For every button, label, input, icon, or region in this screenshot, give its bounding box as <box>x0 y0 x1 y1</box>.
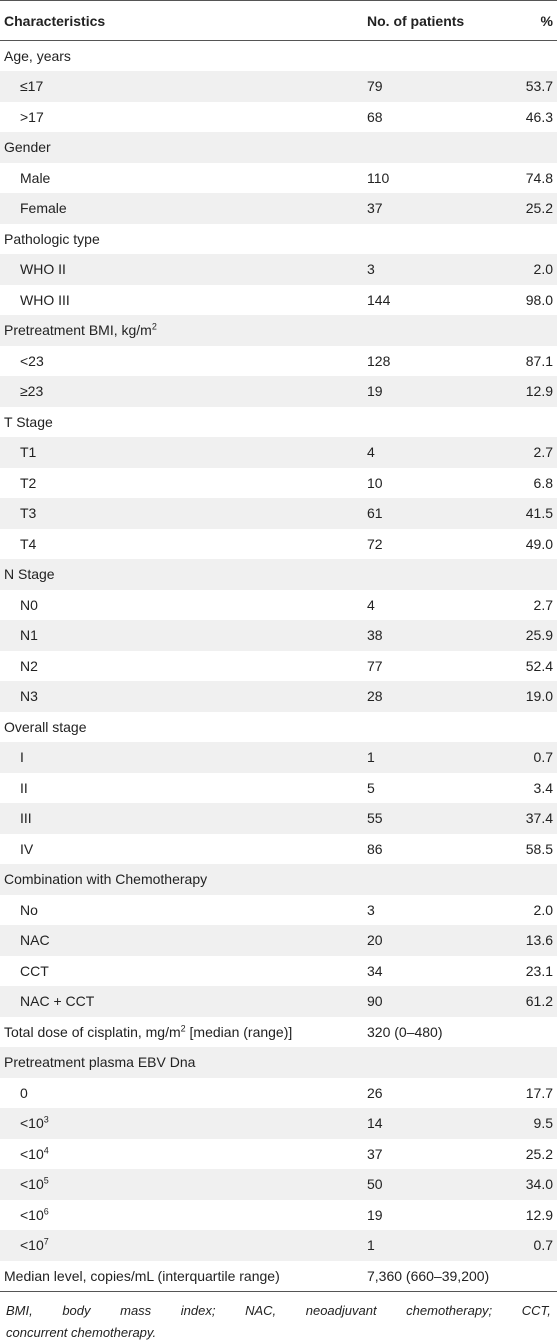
row-percent: 41.5 <box>525 505 553 522</box>
row-percent: 12.9 <box>525 1206 553 1223</box>
row-label <box>0 1200 367 1231</box>
row-label-text: N3 <box>20 688 38 705</box>
row-percent: 12.9 <box>525 383 553 400</box>
row-label <box>0 803 367 834</box>
row-label <box>0 224 367 255</box>
row-percent <box>514 1261 557 1292</box>
row-patients: 7,360 (660–39,200) <box>367 1261 514 1292</box>
row-label-text: <10 <box>20 1115 44 1132</box>
table-footnote <box>0 1292 557 1344</box>
row-percent: 2.0 <box>533 901 553 918</box>
row-patients: 86 <box>367 840 383 857</box>
header-patients: No. of patients <box>367 1 514 41</box>
table-row <box>0 437 557 468</box>
table-row <box>0 254 557 285</box>
row-percent <box>514 559 557 590</box>
table-header-row <box>0 1 557 41</box>
row-percent: 49.0 <box>525 535 553 552</box>
table-row <box>0 986 557 1017</box>
row-patients: 4 <box>367 444 375 461</box>
footnote-word: CCT, <box>521 1302 551 1318</box>
row-percent: 46.3 <box>525 108 553 125</box>
row-patients <box>367 315 514 346</box>
row-percent: 9.5 <box>533 1115 553 1132</box>
footnote-word: chemotherapy; <box>406 1302 493 1318</box>
row-percent: 19.0 <box>525 688 553 705</box>
row-percent: 34.0 <box>525 1176 553 1193</box>
row-patients: 4 <box>367 596 375 613</box>
row-patients: 37 <box>367 1145 383 1162</box>
row-patients: 3 <box>367 901 375 918</box>
row-label-text: <10 <box>20 1237 44 1254</box>
row-label <box>0 1230 367 1261</box>
row-label-text: Overall stage <box>4 718 87 735</box>
row-label <box>0 895 367 926</box>
row-label-text: Male <box>20 169 51 186</box>
row-percent: 17.7 <box>525 1084 553 1101</box>
row-percent: 25.2 <box>525 200 553 217</box>
row-percent <box>514 864 557 895</box>
table-row <box>0 498 557 529</box>
row-percent: 53.7 <box>525 78 553 95</box>
row-patients: 5 <box>367 779 375 796</box>
row-patients: 1 <box>367 749 375 766</box>
row-percent <box>514 41 557 72</box>
row-label-text: N Stage <box>4 566 55 583</box>
row-percent: 23.1 <box>525 962 553 979</box>
row-percent: 25.2 <box>525 1145 553 1162</box>
row-patients: 50 <box>367 1176 383 1193</box>
row-percent: 87.1 <box>525 352 553 369</box>
table-row-category <box>0 1017 557 1048</box>
table-row-category <box>0 407 557 438</box>
footnote-word: NAC, <box>245 1302 277 1318</box>
row-patients: 3 <box>367 261 375 278</box>
row-patients: 68 <box>367 108 383 125</box>
row-percent <box>514 132 557 163</box>
row-percent <box>514 1017 557 1048</box>
row-label-text: Combination with Chemotherapy <box>4 871 208 888</box>
footnote-word: mass <box>120 1302 152 1318</box>
row-label <box>0 346 367 377</box>
row-patients <box>367 224 514 255</box>
row-label-text: N1 <box>20 627 38 644</box>
row-patients: 10 <box>367 474 383 491</box>
footnote-line-1 <box>6 1300 551 1322</box>
row-label <box>0 1108 367 1139</box>
row-percent: 2.7 <box>533 596 553 613</box>
row-label-text: N2 <box>20 657 38 674</box>
row-percent: 52.4 <box>525 657 553 674</box>
row-patients <box>367 41 514 72</box>
row-label <box>0 1169 367 1200</box>
table-row <box>0 590 557 621</box>
row-patients: 128 <box>367 352 391 369</box>
row-patients: 14 <box>367 1115 383 1132</box>
table-row <box>0 956 557 987</box>
row-label-text: Pretreatment BMI, kg/m <box>4 322 152 339</box>
row-label-text: <10 <box>20 1145 44 1162</box>
row-patients: 37 <box>367 200 383 217</box>
row-label <box>0 742 367 773</box>
row-label <box>0 590 367 621</box>
table-row <box>0 925 557 956</box>
table-row <box>0 1108 557 1139</box>
row-label-text: ≤17 <box>20 78 44 95</box>
row-label-text: 0 <box>20 1084 28 1101</box>
row-label <box>0 956 367 987</box>
row-label-superscript: 4 <box>43 1145 49 1156</box>
row-label-text: IV <box>20 840 34 857</box>
row-percent: 3.4 <box>533 779 553 796</box>
row-patients: 1 <box>367 1237 375 1254</box>
footnote-word: index; <box>180 1302 216 1318</box>
row-percent: 25.9 <box>525 627 553 644</box>
row-patients: 77 <box>367 657 383 674</box>
header-characteristics: Characteristics <box>0 1 367 41</box>
row-label <box>0 1047 367 1078</box>
row-label <box>0 285 367 316</box>
row-label-text: Gender <box>4 139 51 156</box>
table-row <box>0 803 557 834</box>
row-label <box>0 681 367 712</box>
row-label-text: WHO III <box>20 291 70 308</box>
row-percent: 74.8 <box>525 169 553 186</box>
row-patients <box>367 712 514 743</box>
table-row-category <box>0 864 557 895</box>
row-patients: 38 <box>367 627 383 644</box>
row-label-text: T2 <box>20 474 37 491</box>
row-label-text: CCT <box>20 962 49 979</box>
table-row <box>0 1078 557 1109</box>
row-patients: 19 <box>367 1206 383 1223</box>
table-row <box>0 1169 557 1200</box>
row-label-text: ≥23 <box>20 383 44 400</box>
row-label <box>0 498 367 529</box>
table-row-category <box>0 224 557 255</box>
row-label-text: NAC <box>20 932 50 949</box>
table-row <box>0 681 557 712</box>
footnote-word: body <box>62 1302 91 1318</box>
table-row <box>0 651 557 682</box>
row-label-text: I <box>20 749 24 766</box>
table-row <box>0 742 557 773</box>
row-label <box>0 437 367 468</box>
table-row-category <box>0 1047 557 1078</box>
table-row <box>0 346 557 377</box>
row-patients: 110 <box>367 169 390 186</box>
row-patients: 79 <box>367 78 383 95</box>
row-patients <box>367 864 514 895</box>
row-label <box>0 254 367 285</box>
row-label <box>0 376 367 407</box>
row-label-text: III <box>20 810 32 827</box>
table-row-category <box>0 41 557 72</box>
table-row <box>0 1139 557 1170</box>
row-percent <box>514 712 557 743</box>
row-percent: 61.2 <box>525 993 553 1010</box>
row-percent: 37.4 <box>525 810 553 827</box>
row-label-text: Total dose of cisplatin, mg/m <box>4 1023 181 1040</box>
footnote-word: BMI, <box>6 1302 33 1318</box>
row-percent: 0.7 <box>533 749 553 766</box>
row-label-text: <23 <box>20 352 44 369</box>
row-label-text: Age, years <box>4 48 71 64</box>
row-label <box>0 834 367 865</box>
table-row <box>0 163 557 194</box>
row-percent <box>514 315 557 346</box>
row-label-text: <10 <box>20 1206 44 1223</box>
row-label-text: T1 <box>20 444 37 461</box>
table-row <box>0 773 557 804</box>
row-patients: 26 <box>367 1084 383 1101</box>
row-patients: 55 <box>367 810 383 827</box>
row-patients <box>367 559 514 590</box>
footnote-line-2: concurrent chemotherapy. <box>6 1324 157 1340</box>
row-patients <box>367 407 514 438</box>
table-row <box>0 834 557 865</box>
row-label <box>0 773 367 804</box>
row-label <box>0 1078 367 1109</box>
row-label-superscript: 7 <box>43 1236 49 1247</box>
row-percent <box>514 407 557 438</box>
row-patients: 19 <box>367 383 383 400</box>
table-row-category <box>0 1261 557 1292</box>
row-label-text: T4 <box>20 535 37 552</box>
row-label <box>0 163 367 194</box>
row-label-text: Pretreatment plasma EBV Dna <box>4 1054 196 1071</box>
footnote-word: neoadjuvant <box>305 1302 377 1318</box>
table-row <box>0 102 557 133</box>
row-percent: 13.6 <box>525 932 553 949</box>
row-label-text: WHO II <box>20 261 66 278</box>
table-body <box>0 41 557 1292</box>
row-percent: 2.0 <box>533 261 553 278</box>
table-row <box>0 285 557 316</box>
row-label-text: NAC + CCT <box>20 993 95 1010</box>
row-label <box>0 102 367 133</box>
table-row <box>0 193 557 224</box>
table-row <box>0 895 557 926</box>
row-label-text: T Stage <box>4 413 53 430</box>
row-label <box>0 1017 367 1048</box>
row-patients: 61 <box>367 505 383 522</box>
row-label-text: No <box>20 901 38 918</box>
row-label <box>0 132 367 163</box>
row-label <box>0 193 367 224</box>
row-label <box>0 529 367 560</box>
row-percent: 6.8 <box>533 474 553 491</box>
row-label <box>0 71 367 102</box>
row-label <box>0 407 367 438</box>
row-label <box>0 712 367 743</box>
row-label <box>0 41 367 72</box>
row-patients: 72 <box>367 535 383 552</box>
row-label-superscript: 2 <box>180 1023 186 1034</box>
row-percent: 0.7 <box>533 1237 553 1254</box>
header-percent: % <box>514 1 557 41</box>
row-label <box>0 559 367 590</box>
row-label-text: <10 <box>20 1176 44 1193</box>
row-percent: 98.0 <box>525 291 553 308</box>
row-label <box>0 986 367 1017</box>
row-label-superscript: 2 <box>151 321 157 332</box>
table-row <box>0 1200 557 1231</box>
row-percent <box>514 1047 557 1078</box>
row-label <box>0 651 367 682</box>
row-label-text: Female <box>20 200 67 217</box>
table-row <box>0 529 557 560</box>
row-label-text: T3 <box>20 505 37 522</box>
row-label-superscript: 5 <box>43 1175 49 1186</box>
row-label <box>0 315 367 346</box>
row-patients: 20 <box>367 932 383 949</box>
table-row-category <box>0 132 557 163</box>
table-row-category <box>0 712 557 743</box>
row-label-suffix: [median (range)] <box>185 1023 293 1040</box>
table-row-category <box>0 559 557 590</box>
row-label-text: Median level, copies/mL (interquartile range) <box>4 1267 280 1284</box>
row-label <box>0 468 367 499</box>
row-percent: 58.5 <box>525 840 553 857</box>
table-row <box>0 376 557 407</box>
row-patients <box>367 132 514 163</box>
row-patients: 90 <box>367 993 383 1010</box>
row-label-text: II <box>20 779 28 796</box>
row-label <box>0 1139 367 1170</box>
table-row-category <box>0 315 557 346</box>
table-row <box>0 71 557 102</box>
table-row <box>0 468 557 499</box>
row-label <box>0 864 367 895</box>
row-patients <box>367 1047 514 1078</box>
row-patients: 320 (0–480) <box>367 1023 443 1040</box>
row-label-text: Pathologic type <box>4 230 100 247</box>
row-percent: 2.7 <box>533 444 553 461</box>
row-patients: 34 <box>367 962 383 979</box>
row-label <box>0 925 367 956</box>
row-percent <box>514 224 557 255</box>
row-label <box>0 1261 367 1292</box>
table-row <box>0 620 557 651</box>
row-label-superscript: 3 <box>43 1114 49 1125</box>
table-row <box>0 1230 557 1261</box>
row-patients: 144 <box>367 291 391 308</box>
row-label-superscript: 6 <box>43 1206 49 1217</box>
row-label-text: >17 <box>20 108 44 125</box>
row-patients: 28 <box>367 688 383 705</box>
row-label-text: N0 <box>20 596 38 613</box>
row-label <box>0 620 367 651</box>
